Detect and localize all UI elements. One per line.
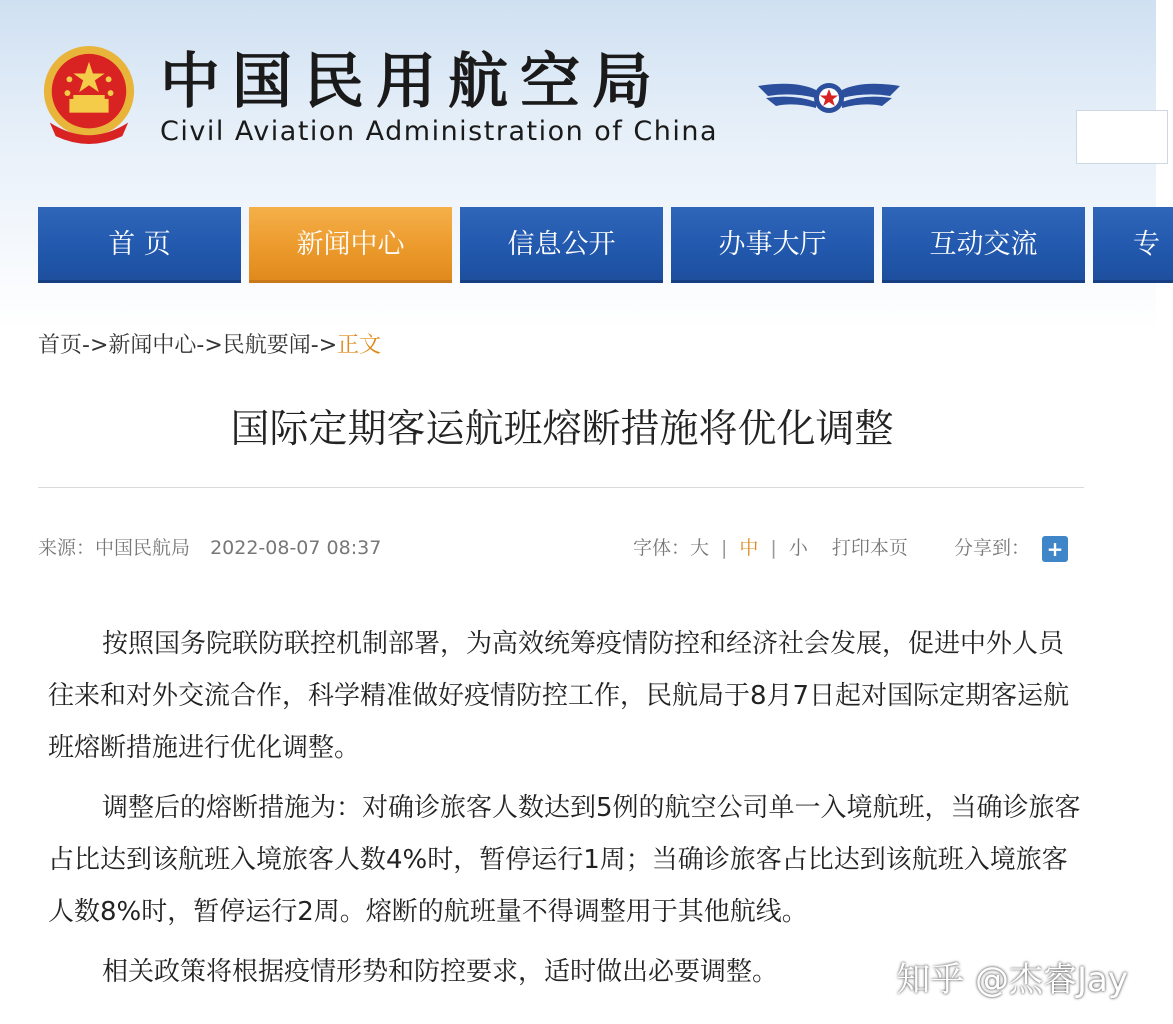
breadcrumb-current: 正文 bbox=[337, 333, 382, 358]
site-title-en: Civil Aviation Administration of China bbox=[160, 116, 719, 147]
nav-item-news-center[interactable]: 新闻中心 bbox=[249, 207, 452, 283]
article-datetime: 2022-08-07 08:37 bbox=[210, 537, 382, 559]
print-page-button[interactable]: 打印本页 bbox=[831, 537, 908, 559]
article-meta bbox=[38, 533, 381, 560]
breadcrumb-separator: -> bbox=[196, 333, 223, 358]
article-tools: 字体：大 | 中 | 小 打印本页 分享到： + bbox=[633, 533, 1068, 562]
font-size-label: 字体： bbox=[632, 537, 690, 559]
breadcrumb bbox=[38, 328, 381, 359]
font-size-large-button[interactable]: 大 bbox=[689, 537, 709, 559]
breadcrumb-link-news-center[interactable]: 新闻中心 bbox=[108, 333, 197, 358]
site-title-cn: 中国民用航空局 bbox=[160, 47, 664, 117]
breadcrumb-link-home[interactable]: 首页 bbox=[38, 333, 83, 358]
national-emblem-icon bbox=[40, 42, 138, 150]
nav-item-home[interactable]: 首 页 bbox=[38, 207, 241, 283]
nav-item-interaction[interactable]: 互动交流 bbox=[882, 207, 1085, 283]
breadcrumb-link-caac-news[interactable]: 民航要闻 bbox=[222, 333, 311, 358]
watermark: 知乎 @杰睿Jay bbox=[896, 960, 1128, 1000]
share-plus-icon[interactable]: + bbox=[1042, 536, 1068, 562]
caac-wings-logo-icon bbox=[756, 76, 902, 122]
breadcrumb-separator: -> bbox=[82, 333, 109, 358]
font-size-small-button[interactable]: 小 bbox=[788, 537, 808, 559]
article-body bbox=[48, 618, 1083, 1006]
article-title: 国际定期客运航班熔断措施将优化调整 bbox=[230, 407, 894, 452]
article-paragraph: 相关政策将根据疫情形势和防控要求，适时做出必要调整。 bbox=[102, 957, 779, 987]
article-paragraph: 调整后的熔断措施为：对确诊旅客人数达到5例的航空公司单一入境航班，当确诊旅客占比达到该航班入境旅客人数4%时，暂停运行1周；当确诊旅客占比达到该航班入境旅客人数8%时，暂停运行2周。熔断的航班量不得调整用于其他航线。 bbox=[48, 793, 1081, 927]
title-divider bbox=[38, 487, 1084, 488]
font-size-medium-button[interactable]: 中 bbox=[739, 537, 759, 559]
article-paragraph: 按照国务院联防联控机制部署，为高效统筹疫情防控和经济社会发展，促进中外人员往来和对外交流合作，科学精准做好疫情防控工作，民航局于8月7日起对国际定期客运航班熔断措施进行优化调整。 bbox=[48, 629, 1070, 763]
nav-item-service-hall[interactable]: 办事大厅 bbox=[671, 207, 874, 283]
nav-item-info-public[interactable]: 信息公开 bbox=[460, 207, 663, 283]
share-label: 分享到： bbox=[953, 537, 1030, 559]
breadcrumb-separator: -> bbox=[310, 333, 338, 358]
nav-item-special[interactable]: 专 bbox=[1093, 207, 1173, 283]
search-input[interactable] bbox=[1076, 110, 1168, 164]
article-source: 来源：中国民航局 bbox=[38, 537, 191, 559]
